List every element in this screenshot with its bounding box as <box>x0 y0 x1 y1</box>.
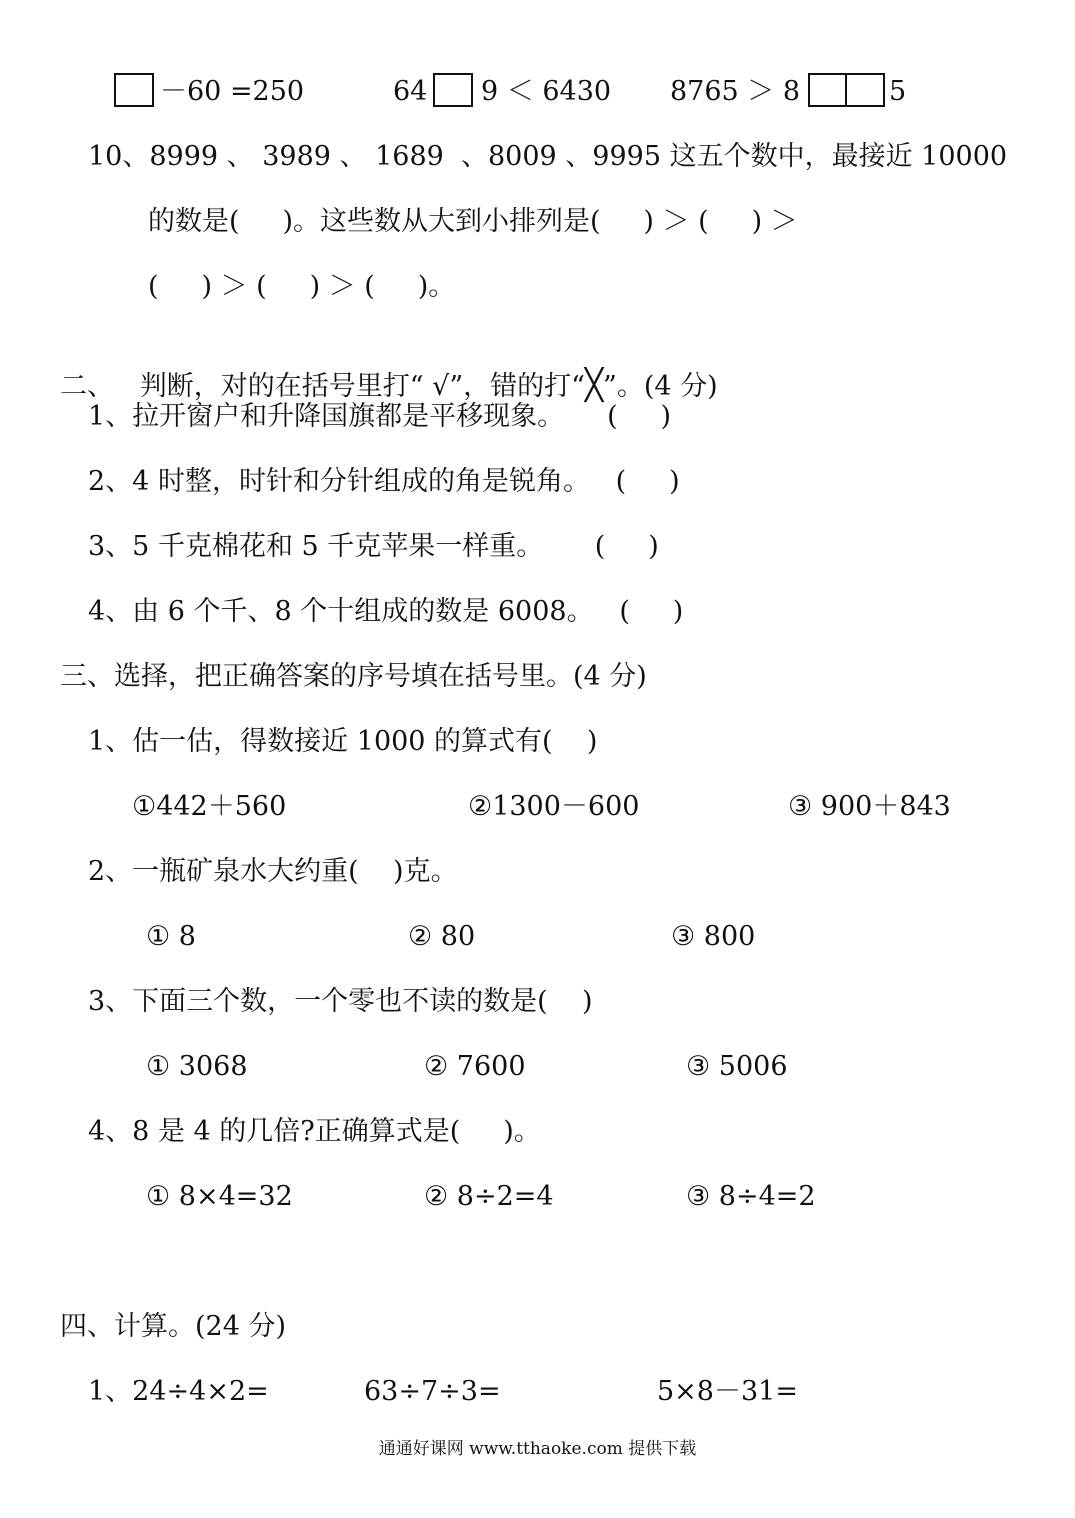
judge-item-2: 2、4 时整，时针和分针组成的角是锐角。 ( ) <box>88 466 680 497</box>
choice-q4-opt2: ② 8÷2=4 <box>424 1181 554 1212</box>
judge-item-1: 1、拉开窗户和升降国旗都是平移现象。 ( ) <box>88 401 672 432</box>
choice-q2-opt3: ③ 800 <box>671 921 756 952</box>
equation-3-left: 8765 ＞ 8 <box>670 76 801 107</box>
calc-1a: 1、24÷4×2= <box>88 1376 269 1407</box>
blank-box-3b[interactable] <box>845 73 885 107</box>
cross-mark-icon: ╳ <box>584 368 604 403</box>
choice-q4-opt3: ③ 8÷4=2 <box>686 1181 816 1212</box>
equation-2-right: 9 ＜ 6430 <box>481 76 612 107</box>
choice-q2-opt2: ② 80 <box>408 921 476 952</box>
equation-1: －60 =250 <box>160 76 305 107</box>
judge-item-4: 4、由 6 个千、8 个十组成的数是 6008。 ( ) <box>88 596 684 627</box>
choice-q3-opt2: ② 7600 <box>424 1051 526 1082</box>
choice-q1-opt1: ①442＋560 <box>132 791 287 822</box>
q10-line-1: 10、8999 、 3989 、 1689 、8009 、9995 这五个数中，最接近 10000 <box>88 141 1008 172</box>
choice-q4-stem: 4、8 是 4 的几倍?正确算式是( )。 <box>88 1116 541 1147</box>
choice-q2-opt1: ① 8 <box>146 921 196 952</box>
section-2-title-post: ”。(4 分) <box>603 371 718 402</box>
choice-q3-opt3: ③ 5006 <box>686 1051 788 1082</box>
section-2-title <box>60 335 718 404</box>
choice-q1-stem: 1、估一估，得数接近 1000 的算式有( ) <box>88 726 598 757</box>
q10-line-2: 的数是( )。这些数从大到小排列是( ) ＞ ( ) ＞ <box>148 206 798 237</box>
section-4-title: 四、计算。(24 分) <box>60 1311 287 1342</box>
section-3-title: 三、选择，把正确答案的序号填在括号里。(4 分) <box>60 661 647 692</box>
calc-1c: 5×8－31= <box>657 1376 798 1407</box>
footer-source: 通通好课网 www.tthaoke.com 提供下载 <box>378 1439 697 1459</box>
choice-q1-opt2: ②1300－600 <box>468 791 640 822</box>
choice-q4-opt1: ① 8×4=32 <box>146 1181 293 1212</box>
calc-1b: 63÷7÷3= <box>364 1376 501 1407</box>
choice-q3-stem: 3、下面三个数，一个零也不读的数是( ) <box>88 986 593 1017</box>
blank-box-3a[interactable] <box>808 73 847 107</box>
choice-q2-stem: 2、一瓶矿泉水大约重( )克。 <box>88 856 458 887</box>
choice-q1-opt3: ③ 900＋843 <box>788 791 951 822</box>
blank-box-1[interactable] <box>114 73 154 107</box>
q10-line-3: ( ) ＞ ( ) ＞ ( )。 <box>148 271 456 302</box>
equation-2-left: 64 <box>393 76 428 107</box>
equation-3-right: 5 <box>889 76 907 107</box>
section-2-title-pre: 二、 判断，对的在括号里打“ √”，错的打“ <box>60 371 585 402</box>
judge-item-3: 3、5 千克棉花和 5 千克苹果一样重。 ( ) <box>88 531 659 562</box>
blank-box-2[interactable] <box>433 73 473 107</box>
choice-q3-opt1: ① 3068 <box>146 1051 248 1082</box>
